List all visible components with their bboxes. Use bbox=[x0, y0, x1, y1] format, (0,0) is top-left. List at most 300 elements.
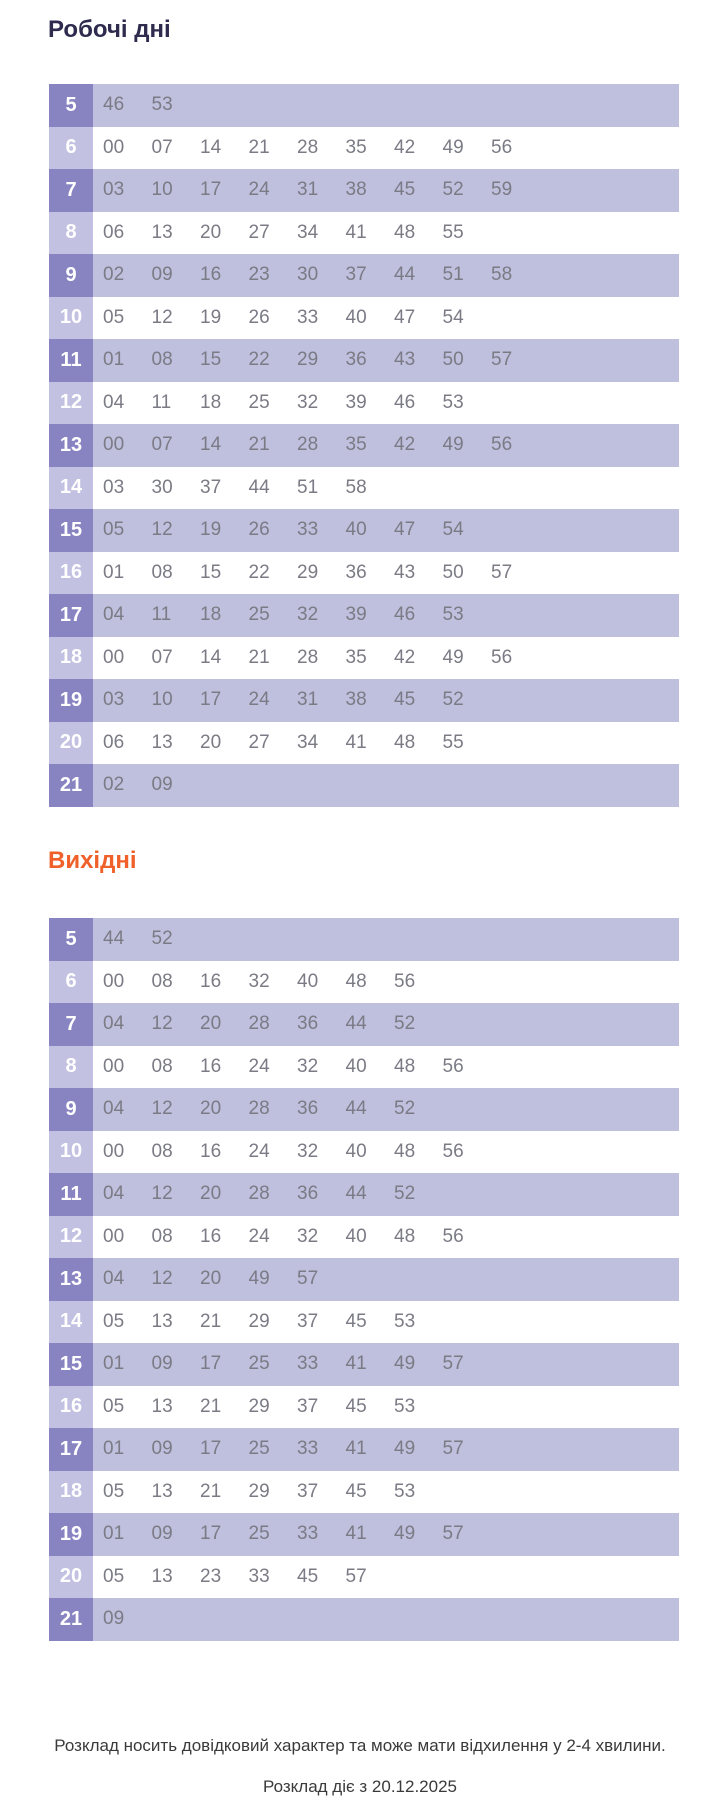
schedule-row bbox=[49, 1003, 679, 1046]
minute-value: 13 bbox=[151, 1395, 173, 1417]
schedule-row bbox=[49, 722, 679, 765]
minute-value: 24 bbox=[248, 179, 270, 201]
minute-value: 35 bbox=[345, 136, 367, 158]
minute-value: 00 bbox=[103, 434, 125, 456]
hour-cell: 18 bbox=[49, 1471, 93, 1514]
minute-value: 17 bbox=[200, 689, 222, 711]
minute-value: 28 bbox=[248, 1183, 270, 1205]
schedule-row bbox=[49, 764, 679, 807]
minutes-list bbox=[93, 434, 540, 456]
minute-value: 59 bbox=[491, 179, 513, 201]
minute-value: 07 bbox=[151, 434, 173, 456]
minute-value: 41 bbox=[345, 1438, 367, 1460]
minute-value: 12 bbox=[151, 1098, 173, 1120]
disclaimer-note: Розклад носить довідковий характер та може мати відхилення у 2-4 хвилини. bbox=[54, 1736, 666, 1755]
minute-value: 29 bbox=[297, 561, 319, 583]
minute-value: 20 bbox=[200, 731, 222, 753]
minute-value: 20 bbox=[200, 1268, 222, 1290]
minute-value: 33 bbox=[297, 519, 319, 541]
minute-value: 06 bbox=[103, 731, 125, 753]
minute-value: 46 bbox=[394, 391, 416, 413]
minute-value: 57 bbox=[297, 1268, 319, 1290]
minute-value: 52 bbox=[394, 1183, 416, 1205]
minute-value: 30 bbox=[297, 264, 319, 286]
minute-value: 40 bbox=[345, 1140, 367, 1162]
minute-value: 49 bbox=[394, 1353, 416, 1375]
schedule-row bbox=[49, 254, 679, 297]
minutes-list bbox=[93, 1481, 443, 1503]
minutes-list bbox=[93, 689, 491, 711]
minute-value: 10 bbox=[151, 689, 173, 711]
hour-cell: 21 bbox=[49, 1598, 93, 1641]
minutes-list bbox=[93, 222, 491, 244]
minute-value: 46 bbox=[103, 94, 125, 116]
minute-value: 45 bbox=[394, 689, 416, 711]
minute-value: 35 bbox=[345, 434, 367, 456]
minute-value: 49 bbox=[248, 1268, 270, 1290]
minute-value: 15 bbox=[200, 561, 222, 583]
minute-value: 30 bbox=[151, 476, 173, 498]
minutes-list bbox=[93, 1608, 152, 1630]
minute-value: 36 bbox=[297, 1098, 319, 1120]
minute-value: 32 bbox=[248, 970, 270, 992]
minute-value: 40 bbox=[345, 1225, 367, 1247]
minute-value: 57 bbox=[442, 1523, 464, 1545]
minute-value: 50 bbox=[442, 561, 464, 583]
minute-value: 22 bbox=[248, 561, 270, 583]
minute-value: 18 bbox=[200, 391, 222, 413]
minute-value: 04 bbox=[103, 1013, 125, 1035]
schedule-row bbox=[49, 169, 679, 212]
minute-value: 25 bbox=[248, 604, 270, 626]
minutes-list bbox=[93, 1311, 443, 1333]
minute-value: 21 bbox=[200, 1480, 222, 1502]
minute-value: 24 bbox=[248, 1140, 270, 1162]
minute-value: 56 bbox=[491, 646, 513, 668]
minutes-list bbox=[93, 604, 491, 626]
hour-cell: 9 bbox=[49, 254, 93, 297]
minutes-list bbox=[93, 562, 540, 584]
minute-value: 58 bbox=[345, 476, 367, 498]
minute-value: 21 bbox=[248, 434, 270, 456]
minutes-list bbox=[93, 349, 540, 371]
minute-value: 52 bbox=[442, 689, 464, 711]
minute-value: 53 bbox=[394, 1310, 416, 1332]
minute-value: 52 bbox=[394, 1013, 416, 1035]
minute-value: 21 bbox=[248, 136, 270, 158]
minute-value: 26 bbox=[248, 519, 270, 541]
schedule-row bbox=[49, 961, 679, 1004]
minute-value: 26 bbox=[248, 306, 270, 328]
minute-value: 57 bbox=[491, 349, 513, 371]
minute-value: 44 bbox=[345, 1098, 367, 1120]
minute-value: 29 bbox=[297, 349, 319, 371]
minute-value: 33 bbox=[297, 306, 319, 328]
minute-value: 47 bbox=[394, 306, 416, 328]
minute-value: 20 bbox=[200, 1183, 222, 1205]
hour-cell: 10 bbox=[49, 1131, 93, 1174]
minute-value: 16 bbox=[200, 1140, 222, 1162]
minute-value: 56 bbox=[442, 1225, 464, 1247]
minutes-list bbox=[93, 647, 540, 669]
minute-value: 36 bbox=[345, 349, 367, 371]
minute-value: 08 bbox=[151, 1055, 173, 1077]
minute-value: 58 bbox=[491, 264, 513, 286]
hour-cell: 5 bbox=[49, 918, 93, 961]
minute-value: 05 bbox=[103, 519, 125, 541]
minute-value: 42 bbox=[394, 434, 416, 456]
hour-cell: 18 bbox=[49, 637, 93, 680]
minute-value: 05 bbox=[103, 1310, 125, 1332]
minute-value: 09 bbox=[151, 774, 173, 796]
hour-cell: 13 bbox=[49, 424, 93, 467]
minute-value: 49 bbox=[442, 136, 464, 158]
minute-value: 34 bbox=[297, 731, 319, 753]
minute-value: 18 bbox=[200, 604, 222, 626]
minute-value: 44 bbox=[103, 928, 125, 950]
hour-cell: 21 bbox=[49, 764, 93, 807]
minute-value: 49 bbox=[394, 1438, 416, 1460]
minute-value: 33 bbox=[248, 1565, 270, 1587]
hour-cell: 10 bbox=[49, 297, 93, 340]
minute-value: 56 bbox=[442, 1140, 464, 1162]
schedule-row bbox=[49, 552, 679, 595]
minute-value: 48 bbox=[394, 1140, 416, 1162]
minute-value: 37 bbox=[297, 1395, 319, 1417]
minute-value: 57 bbox=[442, 1353, 464, 1375]
minute-value: 16 bbox=[200, 1055, 222, 1077]
minute-value: 55 bbox=[442, 221, 464, 243]
minutes-list bbox=[93, 307, 491, 329]
minute-value: 28 bbox=[297, 646, 319, 668]
minute-value: 42 bbox=[394, 136, 416, 158]
minute-value: 40 bbox=[345, 1055, 367, 1077]
minute-value: 38 bbox=[345, 179, 367, 201]
hour-cell: 11 bbox=[49, 1173, 93, 1216]
minute-value: 45 bbox=[394, 179, 416, 201]
minute-value: 29 bbox=[248, 1395, 270, 1417]
minute-value: 14 bbox=[200, 136, 222, 158]
minute-value: 28 bbox=[297, 434, 319, 456]
hour-cell: 12 bbox=[49, 1216, 93, 1259]
hour-cell: 15 bbox=[49, 509, 93, 552]
minute-value: 40 bbox=[345, 306, 367, 328]
minute-value: 25 bbox=[248, 1523, 270, 1545]
minute-value: 54 bbox=[442, 306, 464, 328]
minute-value: 16 bbox=[200, 1225, 222, 1247]
minute-value: 05 bbox=[103, 1480, 125, 1502]
minute-value: 24 bbox=[248, 689, 270, 711]
minute-value: 53 bbox=[442, 391, 464, 413]
minute-value: 32 bbox=[297, 604, 319, 626]
minute-value: 29 bbox=[248, 1310, 270, 1332]
minute-value: 13 bbox=[151, 1565, 173, 1587]
minute-value: 48 bbox=[345, 970, 367, 992]
minute-value: 12 bbox=[151, 1013, 173, 1035]
schedule-row bbox=[49, 1556, 679, 1599]
minute-value: 33 bbox=[297, 1353, 319, 1375]
minute-value: 28 bbox=[297, 136, 319, 158]
minute-value: 00 bbox=[103, 1055, 125, 1077]
hour-cell: 5 bbox=[49, 84, 93, 127]
schedule-row bbox=[49, 339, 679, 382]
minute-value: 20 bbox=[200, 1013, 222, 1035]
minute-value: 09 bbox=[151, 1438, 173, 1460]
minute-value: 28 bbox=[248, 1098, 270, 1120]
minute-value: 16 bbox=[200, 970, 222, 992]
minute-value: 48 bbox=[394, 221, 416, 243]
minutes-list bbox=[93, 1056, 491, 1078]
schedule-row bbox=[49, 918, 679, 961]
minute-value: 54 bbox=[442, 519, 464, 541]
schedule-row bbox=[49, 1471, 679, 1514]
minute-value: 12 bbox=[151, 519, 173, 541]
minute-value: 05 bbox=[103, 1395, 125, 1417]
minute-value: 39 bbox=[345, 604, 367, 626]
minute-value: 41 bbox=[345, 221, 367, 243]
minutes-list bbox=[93, 1183, 443, 1205]
hour-cell: 7 bbox=[49, 1003, 93, 1046]
minutes-list bbox=[93, 137, 540, 159]
minute-value: 01 bbox=[103, 349, 125, 371]
schedule-row bbox=[49, 382, 679, 425]
schedule-row bbox=[49, 1046, 679, 1089]
minute-value: 12 bbox=[151, 1268, 173, 1290]
minute-value: 40 bbox=[345, 519, 367, 541]
minute-value: 34 bbox=[297, 221, 319, 243]
minute-value: 03 bbox=[103, 689, 125, 711]
minute-value: 00 bbox=[103, 646, 125, 668]
hour-cell: 12 bbox=[49, 382, 93, 425]
minute-value: 50 bbox=[442, 349, 464, 371]
minute-value: 38 bbox=[345, 689, 367, 711]
minute-value: 12 bbox=[151, 1183, 173, 1205]
minute-value: 00 bbox=[103, 1225, 125, 1247]
minute-value: 37 bbox=[345, 264, 367, 286]
minutes-list bbox=[93, 732, 491, 754]
minute-value: 52 bbox=[151, 928, 173, 950]
minute-value: 36 bbox=[297, 1183, 319, 1205]
minute-value: 53 bbox=[442, 604, 464, 626]
minute-value: 56 bbox=[442, 1055, 464, 1077]
minute-value: 51 bbox=[442, 264, 464, 286]
minute-value: 53 bbox=[394, 1395, 416, 1417]
schedule-row bbox=[49, 1513, 679, 1556]
minute-value: 19 bbox=[200, 306, 222, 328]
minute-value: 01 bbox=[103, 1523, 125, 1545]
minute-value: 13 bbox=[151, 1310, 173, 1332]
minute-value: 36 bbox=[297, 1013, 319, 1035]
schedule-row bbox=[49, 1216, 679, 1259]
schedule-row bbox=[49, 1343, 679, 1386]
minute-value: 11 bbox=[151, 391, 172, 413]
hour-cell: 6 bbox=[49, 961, 93, 1004]
schedule-row bbox=[49, 1598, 679, 1641]
minute-value: 16 bbox=[200, 264, 222, 286]
minute-value: 09 bbox=[103, 1608, 125, 1630]
minute-value: 33 bbox=[297, 1438, 319, 1460]
hour-cell: 17 bbox=[49, 594, 93, 637]
minute-value: 13 bbox=[151, 731, 173, 753]
minute-value: 29 bbox=[248, 1480, 270, 1502]
hour-cell: 15 bbox=[49, 1343, 93, 1386]
minutes-list bbox=[93, 1098, 443, 1120]
minute-value: 20 bbox=[200, 221, 222, 243]
minutes-list bbox=[93, 971, 443, 993]
minute-value: 00 bbox=[103, 136, 125, 158]
weekend-title: Вихідні bbox=[48, 847, 137, 874]
hour-cell: 8 bbox=[49, 1046, 93, 1089]
hour-cell: 16 bbox=[49, 1386, 93, 1429]
schedule-row bbox=[49, 1301, 679, 1344]
minutes-list bbox=[93, 1268, 346, 1290]
minute-value: 36 bbox=[345, 561, 367, 583]
minute-value: 24 bbox=[248, 1225, 270, 1247]
schedule-row bbox=[49, 84, 679, 127]
minutes-list bbox=[93, 928, 200, 950]
minute-value: 25 bbox=[248, 1438, 270, 1460]
hour-cell: 6 bbox=[49, 127, 93, 170]
minute-value: 57 bbox=[345, 1565, 367, 1587]
minute-value: 49 bbox=[442, 434, 464, 456]
minute-value: 44 bbox=[345, 1013, 367, 1035]
minutes-list bbox=[93, 264, 540, 286]
minute-value: 45 bbox=[297, 1565, 319, 1587]
minute-value: 00 bbox=[103, 1140, 125, 1162]
minute-value: 41 bbox=[345, 731, 367, 753]
minute-value: 13 bbox=[151, 221, 173, 243]
minute-value: 08 bbox=[151, 349, 173, 371]
minute-value: 41 bbox=[345, 1523, 367, 1545]
minute-value: 49 bbox=[394, 1523, 416, 1545]
schedule-row bbox=[49, 297, 679, 340]
minute-value: 45 bbox=[345, 1310, 367, 1332]
minute-value: 51 bbox=[297, 476, 319, 498]
minute-value: 23 bbox=[200, 1565, 222, 1587]
weekday-title: Робочі дні bbox=[48, 16, 171, 43]
minute-value: 57 bbox=[442, 1438, 464, 1460]
minute-value: 14 bbox=[200, 646, 222, 668]
minute-value: 44 bbox=[345, 1183, 367, 1205]
weekday-schedule-table bbox=[49, 84, 679, 807]
minute-value: 33 bbox=[297, 1523, 319, 1545]
minute-value: 08 bbox=[151, 1225, 173, 1247]
minute-value: 04 bbox=[103, 1098, 125, 1120]
hour-cell: 13 bbox=[49, 1258, 93, 1301]
hour-cell: 19 bbox=[49, 679, 93, 722]
schedule-row bbox=[49, 1131, 679, 1174]
minute-value: 07 bbox=[151, 136, 173, 158]
minute-value: 25 bbox=[248, 391, 270, 413]
schedule-row bbox=[49, 424, 679, 467]
schedule-row bbox=[49, 127, 679, 170]
minute-value: 53 bbox=[151, 94, 173, 116]
hour-cell: 20 bbox=[49, 722, 93, 765]
minute-value: 17 bbox=[200, 1523, 222, 1545]
minute-value: 00 bbox=[103, 970, 125, 992]
minute-value: 20 bbox=[200, 1098, 222, 1120]
minutes-list bbox=[93, 1566, 394, 1588]
minute-value: 08 bbox=[151, 561, 173, 583]
minute-value: 14 bbox=[200, 434, 222, 456]
minute-value: 09 bbox=[151, 264, 173, 286]
minutes-list bbox=[93, 1396, 443, 1418]
minute-value: 44 bbox=[248, 476, 270, 498]
minute-value: 17 bbox=[200, 1353, 222, 1375]
minute-value: 09 bbox=[151, 1523, 173, 1545]
hour-cell: 9 bbox=[49, 1088, 93, 1131]
schedule-row bbox=[49, 1088, 679, 1131]
minute-value: 31 bbox=[297, 179, 319, 201]
minute-value: 31 bbox=[297, 689, 319, 711]
minute-value: 57 bbox=[491, 561, 513, 583]
schedule-row bbox=[49, 509, 679, 552]
minute-value: 56 bbox=[491, 434, 513, 456]
minute-value: 25 bbox=[248, 1353, 270, 1375]
minute-value: 04 bbox=[103, 391, 125, 413]
minute-value: 43 bbox=[394, 349, 416, 371]
minute-value: 04 bbox=[103, 1183, 125, 1205]
minute-value: 39 bbox=[345, 391, 367, 413]
hour-cell: 8 bbox=[49, 212, 93, 255]
minute-value: 04 bbox=[103, 1268, 125, 1290]
minutes-list bbox=[93, 392, 491, 414]
schedule-row bbox=[49, 1386, 679, 1429]
minutes-list bbox=[93, 94, 200, 116]
weekend-schedule-table bbox=[49, 918, 679, 1641]
minute-value: 22 bbox=[248, 349, 270, 371]
minute-value: 01 bbox=[103, 561, 125, 583]
minute-value: 55 bbox=[442, 731, 464, 753]
minute-value: 11 bbox=[151, 604, 172, 626]
minutes-list bbox=[93, 1226, 491, 1248]
minute-value: 23 bbox=[248, 264, 270, 286]
minute-value: 21 bbox=[200, 1310, 222, 1332]
minute-value: 46 bbox=[394, 604, 416, 626]
minute-value: 48 bbox=[394, 1055, 416, 1077]
minute-value: 42 bbox=[394, 646, 416, 668]
minute-value: 02 bbox=[103, 264, 125, 286]
minute-value: 45 bbox=[345, 1395, 367, 1417]
minute-value: 48 bbox=[394, 1225, 416, 1247]
minute-value: 28 bbox=[248, 1013, 270, 1035]
minute-value: 37 bbox=[297, 1480, 319, 1502]
minutes-list bbox=[93, 519, 491, 541]
hour-cell: 14 bbox=[49, 1301, 93, 1344]
hour-cell: 14 bbox=[49, 467, 93, 510]
minute-value: 19 bbox=[200, 519, 222, 541]
minute-value: 27 bbox=[248, 221, 270, 243]
minute-value: 05 bbox=[103, 306, 125, 328]
minute-value: 53 bbox=[394, 1480, 416, 1502]
minute-value: 02 bbox=[103, 774, 125, 796]
minutes-list bbox=[93, 1353, 491, 1375]
minute-value: 07 bbox=[151, 646, 173, 668]
hour-cell: 16 bbox=[49, 552, 93, 595]
minute-value: 17 bbox=[200, 179, 222, 201]
schedule-row bbox=[49, 467, 679, 510]
minute-value: 04 bbox=[103, 604, 125, 626]
minute-value: 37 bbox=[297, 1310, 319, 1332]
minute-value: 03 bbox=[103, 476, 125, 498]
minute-value: 37 bbox=[200, 476, 222, 498]
hour-cell: 7 bbox=[49, 169, 93, 212]
hour-cell: 17 bbox=[49, 1428, 93, 1471]
minute-value: 08 bbox=[151, 1140, 173, 1162]
minute-value: 10 bbox=[151, 179, 173, 201]
schedule-row bbox=[49, 212, 679, 255]
schedule-row bbox=[49, 637, 679, 680]
